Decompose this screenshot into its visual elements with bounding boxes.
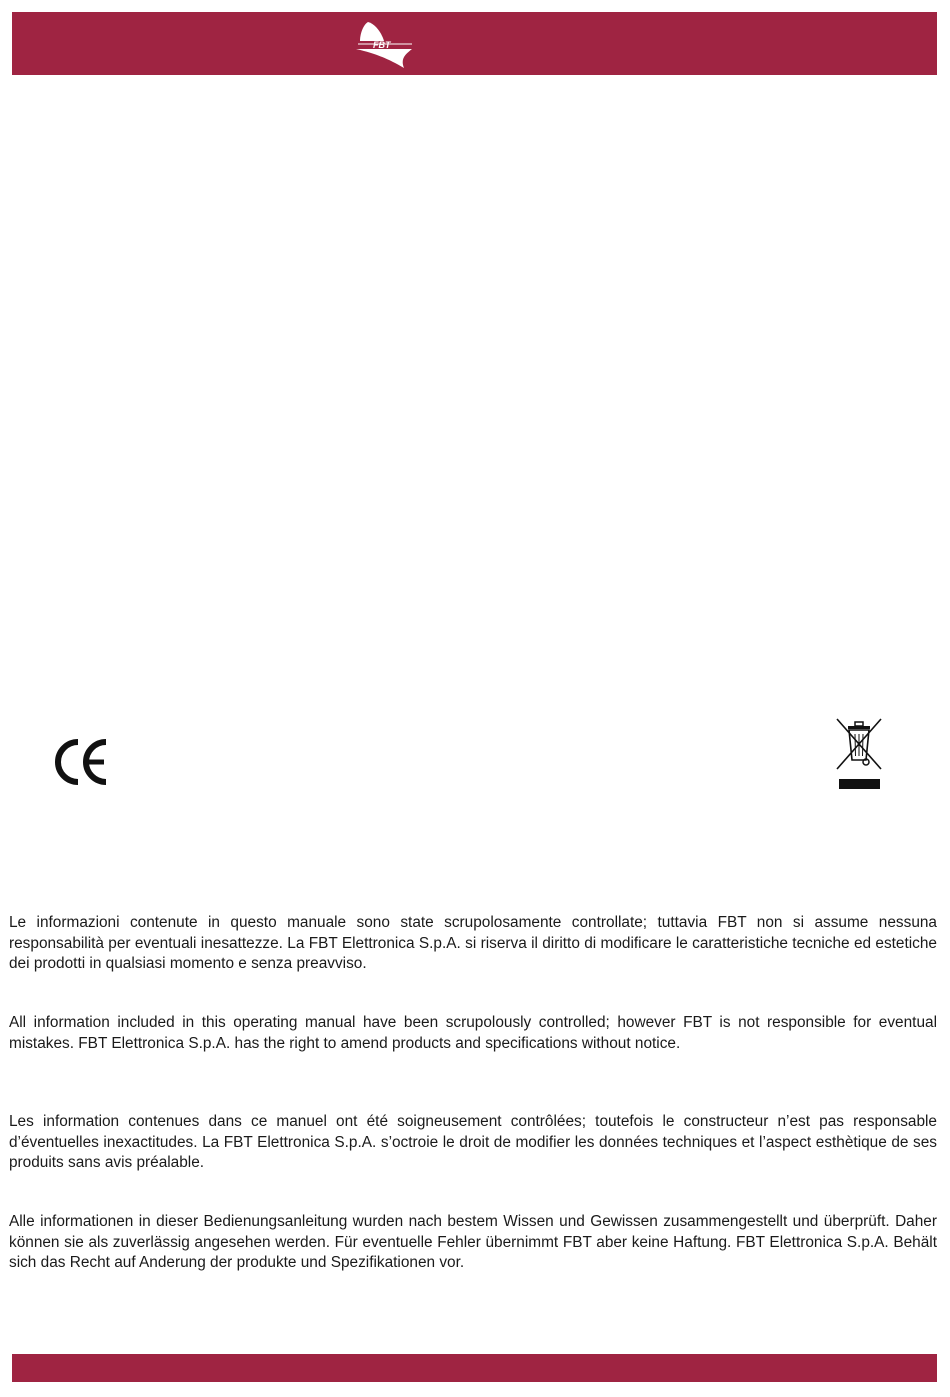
disclaimer-english: All information included in this operating manual have been scrupolously controlled; however FBT is not responsible for eventual mistakes. FBT Elettronica S.p.A. has the right to amend products and specifications without notice. [9,1014,937,1052]
crossed-out-wheelie-bin-icon [834,716,884,792]
disclaimer-french: Les information contenues dans ce manuel ont été soigneusement contrôlées; toutefois le constructeur n’est pas responsable d’éventuelles inexactitudes. La FBT Elettronica S.p.A. s’octroie le droit de modifier les données techniques et l’aspect esthètique de ses produits sans avis préalable. [9,1113,937,1171]
fbt-logo [354,16,416,72]
logo-text: FBT [373,40,391,50]
disclaimer-german: Alle informationen in dieser Bedienungsanleitung wurden nach bestem Wissen und Gewissen zusammengestellt und überprüft. Daher können sie als zuverlässig angesehen werden. Für eventuelle Fehler übernimmt FBT aber keine Haftung. FBT Elettronica S.p.A. Behält sich das Recht auf Anderung der produkte und Spezifikationen vor. [9,1213,937,1271]
fbt-logo-icon [354,16,416,72]
footer-band [12,1354,937,1382]
header-band [12,12,937,75]
disclaimer-italian: Le informazioni contenute in questo manuale sono state scrupolosamente controllate; tuttavia FBT non si assume nessuna responsabilità per eventuali inesattezze. La FBT Elettronica S.p.A. si riserva il diritto di modificare le caratteristiche tecniche ed estetiche dei prodotti in qualsiasi momento e senza preavviso. [9,914,937,972]
ce-marking-icon [52,738,112,786]
